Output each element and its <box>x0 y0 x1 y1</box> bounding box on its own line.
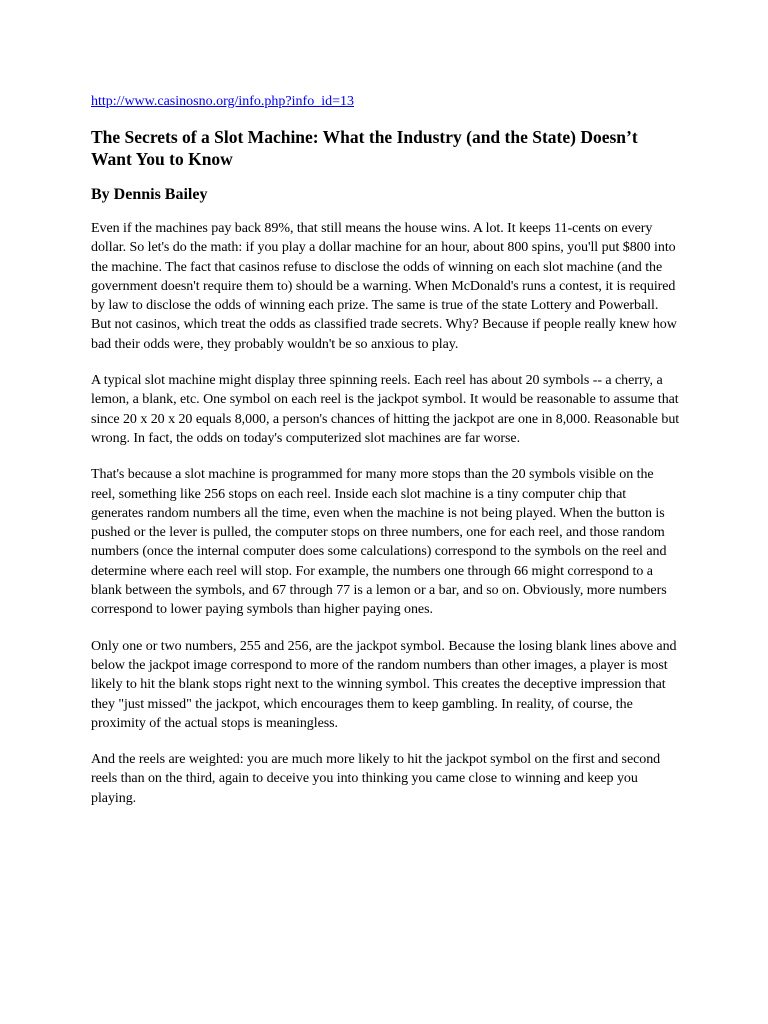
article-paragraph-5: And the reels are weighted: you are much more likely to hit the jackpot symbol on the first and second reels than on the third, again to deceive you into thinking you came close to winning and keep you playing. <box>91 752 661 806</box>
article-paragraph-1: Even if the machines pay back 89%, that still means the house wins. A lot. It keeps 11-cents on every dollar. So let's do the math: if you play a dollar machine for an hour, about 800 spins, you'll put $800 into the machine. The fact that casinos refuse to disclose the odds of winning on each slot machine (and the government doesn't require them to) should be a warning. When McDonald's runs a contest, it is required by law to disclose the odds of winning each prize. The same is true of the state Lottery and Powerball. But not casinos, which treat the odds as classified trade secrets. Why? Because if people really knew how bad their odds were, they probably wouldn't be so anxious to play. <box>91 221 677 352</box>
article-byline: By Dennis Bailey <box>91 186 208 203</box>
article-title: The Secrets of a Slot Machine: What the Industry (and the State) Doesn’t Want You to Know <box>91 127 638 169</box>
article-paragraph-2: A typical slot machine might display three spinning reels. Each reel has about 20 symbols -- a cherry, a lemon, a blank, etc. One symbol on each reel is the jackpot symbol. It would be reasonable to assume that since 20 x 20 x 20 equals 8,000, a person's chances of hitting the jackpot are one in 8,000. Reasonable but wrong. In fact, the odds on today's computerized slot machines are far worse. <box>91 373 680 446</box>
source-link[interactable]: http://www.casinosno.org/info.php?info_id=13 <box>91 94 354 109</box>
document-page <box>91 92 681 808</box>
article-paragraph-3: That's because a slot machine is programmed for many more stops than the 20 symbols visible on the reel, something like 256 stops on each reel. Inside each slot machine is a tiny computer chip that generates random numbers all the time, even when the machine is not being played. When the button is pushed or the lever is pulled, the computer stops on three numbers, one for each reel, and those random numbers (once the internal computer does some calculations) correspond to the symbols on the reel and determine where each reel will stop. For example, the numbers one through 66 might correspond to a blank between the symbols, and 67 through 77 is a lemon or a bar, and so on. Obviously, more numbers correspond to lower paying symbols than higher paying ones. <box>91 467 667 618</box>
article-paragraph-4: Only one or two numbers, 255 and 256, are the jackpot symbol. Because the losing blank lines above and below the jackpot image correspond to more of the random numbers than other images, a player is most likely to hit the blank stops right next to the winning symbol. This creates the deceptive impression that they "just missed" the jackpot, which encourages them to keep gambling. In reality, of course, the proximity of the actual stops is meaningless. <box>91 638 677 731</box>
